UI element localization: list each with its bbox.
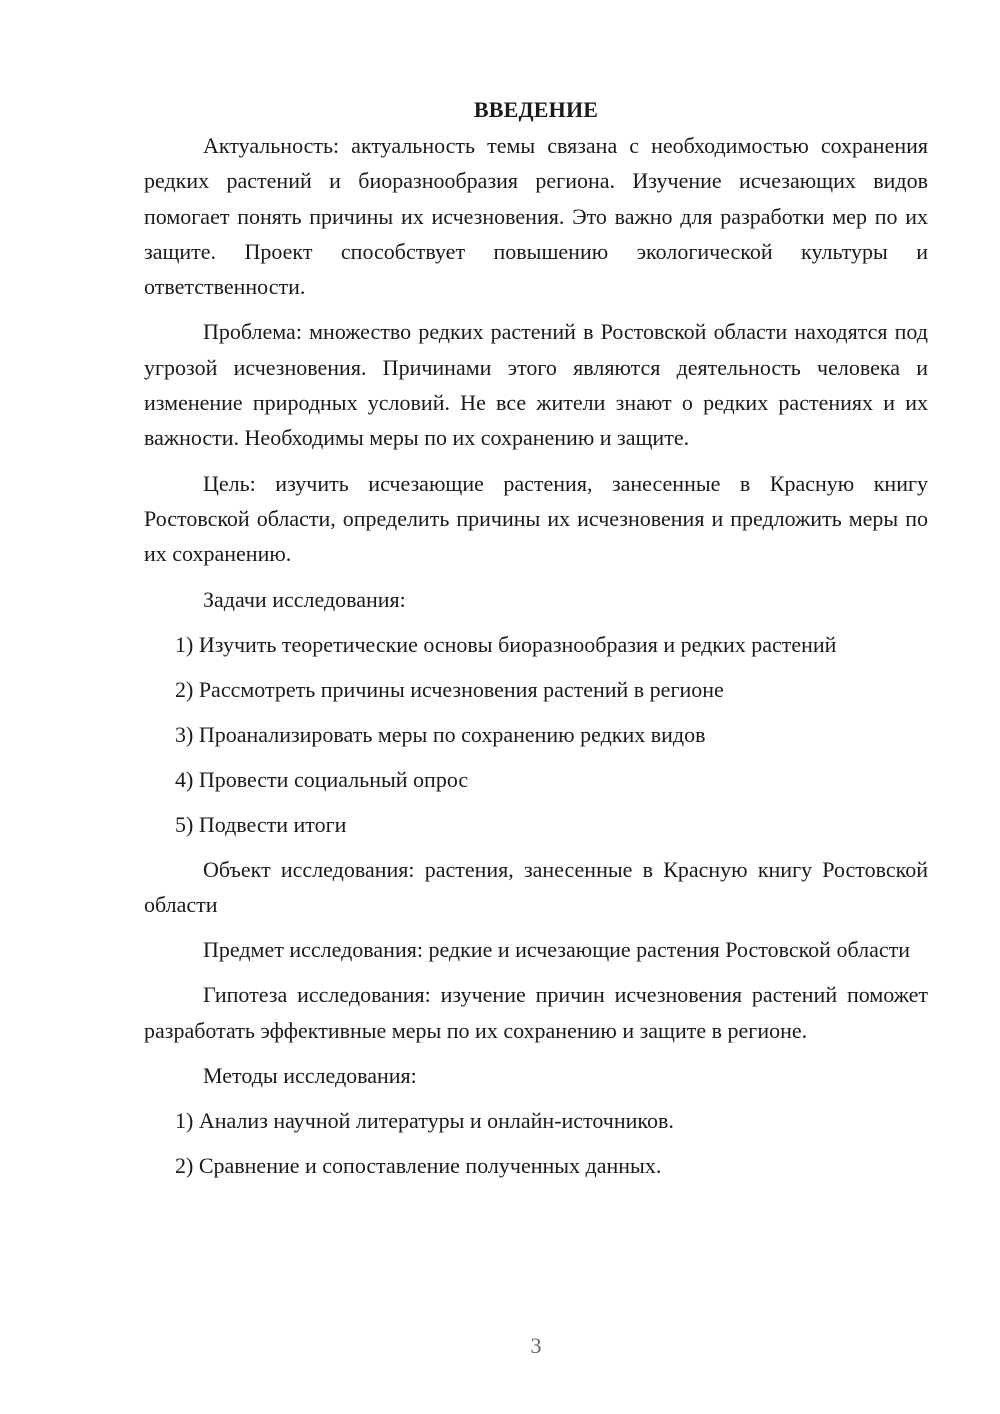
method-item: 1) Анализ научной литературы и онлайн-источников. bbox=[175, 1108, 674, 1134]
subject-paragraph: Предмет исследования: редкие и исчезающие растения Ростовской области bbox=[203, 937, 910, 963]
task-item: 2) Рассмотреть причины исчезновения растений в регионе bbox=[175, 676, 724, 702]
methods-list bbox=[144, 1103, 928, 1183]
page-number: 3 bbox=[530, 1333, 542, 1358]
tasks-list bbox=[144, 627, 928, 842]
task-item: 4) Провести социальный опрос bbox=[175, 766, 469, 792]
goal-paragraph: Цель: изучить исчезающие растения, занесенные в Красную книгу Ростовской области, определить причины их исчезновения и предложить меры по их сохранению. bbox=[144, 470, 928, 567]
tasks-label: Задачи исследования: bbox=[203, 586, 406, 612]
relevance-paragraph: Актуальность: актуальность темы связана с необходимостью сохранения редких растений и биоразнообразия региона. Изучение исчезающих видов помогает понять причины их исчезновения. Это важно для разработки мер по их защите. Проект способствует повышению экологической культуры и ответственности. bbox=[144, 133, 928, 300]
document-page bbox=[144, 94, 928, 1193]
task-item: 1) Изучить теоретические основы биоразнообразия и редких растений bbox=[175, 631, 837, 657]
task-item: 5) Подвести итоги bbox=[175, 811, 347, 837]
object-paragraph: Объект исследования: растения, занесенные в Красную книгу Ростовской области bbox=[144, 856, 928, 917]
hypothesis-paragraph: Гипотеза исследования: изучение причин исчезновения растений поможет разработать эффективные меры по их сохранению и защите в регионе. bbox=[144, 982, 928, 1043]
task-item: 3) Проанализировать меры по сохранению редких видов bbox=[175, 721, 706, 747]
method-item: 2) Сравнение и сопоставление полученных данных. bbox=[175, 1153, 662, 1179]
methods-label: Методы исследования: bbox=[203, 1063, 417, 1089]
section-title: ВВЕДЕНИЕ bbox=[473, 97, 599, 122]
problem-paragraph: Проблема: множество редких растений в Ростовской области находятся под угрозой исчезновения. Причинами этого являются деятельность человека и изменение природных условий. Не все жители знают о редких растениях и их важности. Необходимы меры по их сохранению и защите. bbox=[144, 319, 928, 451]
